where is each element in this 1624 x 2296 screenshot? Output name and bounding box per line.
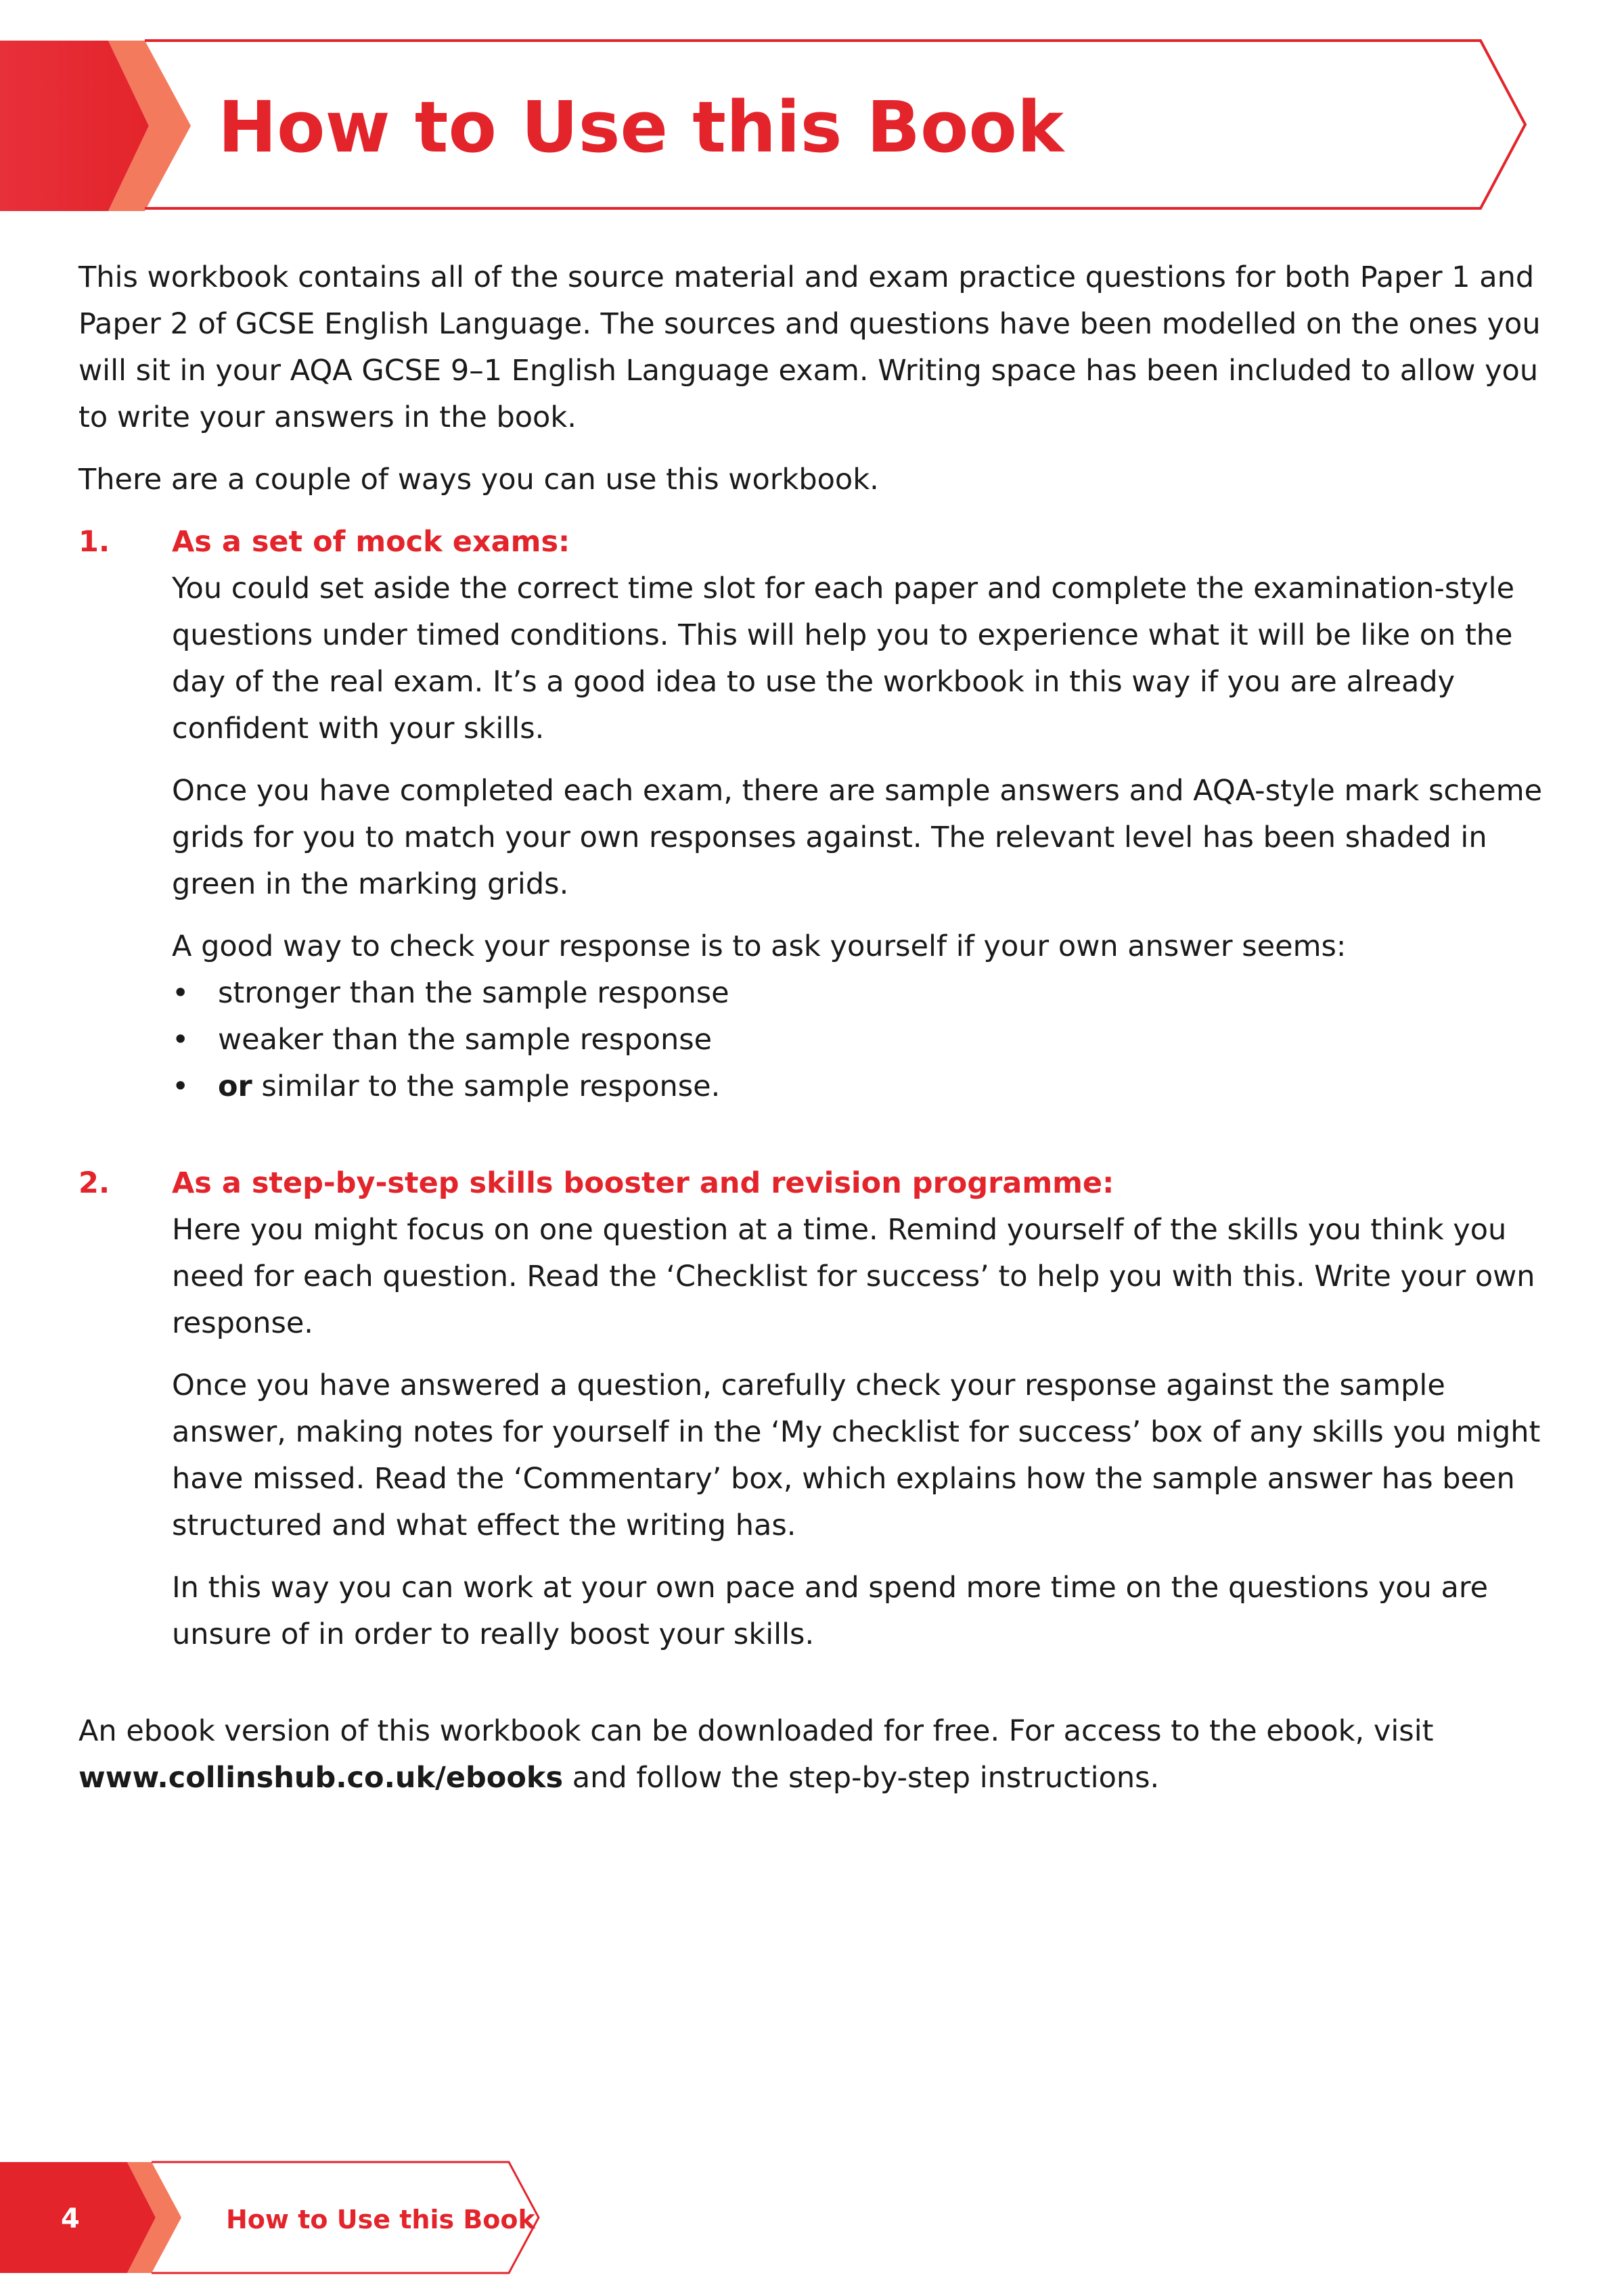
bullet-item xyxy=(172,1063,1554,1110)
intro-paragraph-2: There are a couple of ways you can use this workbook. xyxy=(78,463,879,497)
list-number: 2. xyxy=(78,1166,110,1200)
bullet-text: similar to the sample response. xyxy=(252,1070,721,1103)
list-heading: As a set of mock exams: xyxy=(172,525,570,559)
intro-paragraph: This workbook contains all of the source material and exam practice questions for both Paper 1 and Paper 2 of GCSE English Language. The sources and questions have been modelled on the ones you will sit in your AQA GCSE 9–1 English Language exam. Writing space has been included to allow you to write your answers in the book. xyxy=(78,260,1541,434)
list-paragraph: In this way you can work at your own pace and spend more time on the questions you are unsure of in order to really boost your skills. xyxy=(172,1571,1489,1651)
list-item-skills-booster xyxy=(78,1160,1554,1658)
list-heading: As a step-by-step skills booster and revision programme: xyxy=(172,1166,1114,1200)
list-paragraph: You could set aside the correct time slot for each paper and complete the examination-style questions under timed conditions. This will help you to experience what it will be like on the day of the real exam. It’s a good idea to use the workbook in this way if you are already confident with your skills. xyxy=(172,572,1515,745)
bullet-item: • weaker than the sample response xyxy=(172,1017,1554,1063)
page-body xyxy=(78,254,1554,1817)
ebook-text: An ebook version of this workbook can be downloaded for free. For access to the ebook, visit xyxy=(78,1714,1434,1748)
page-number: 4 xyxy=(61,2203,80,2234)
ebook-text-after: and follow the step-by-step instructions. xyxy=(563,1761,1160,1795)
page-title: How to Use this Book xyxy=(218,86,1064,168)
list-number: 1. xyxy=(78,525,110,559)
usage-list xyxy=(78,519,1554,1658)
ebook-link[interactable]: www.collinshub.co.uk/ebooks xyxy=(78,1761,564,1795)
ebook-note xyxy=(78,1708,1554,1801)
list-paragraph: A good way to check your response is to ask yourself if your own answer seems: xyxy=(172,929,1347,963)
bullet-emphasis: or xyxy=(218,1070,252,1103)
list-paragraph: Here you might focus on one question at a time. Remind yourself of the skills you think you need for each question. Read the ‘Checklist for success’ to help you with this. Write your own response. xyxy=(172,1213,1535,1340)
bullet-item: • stronger than the sample response xyxy=(172,970,1554,1017)
running-title: How to Use this Book xyxy=(226,2205,535,2234)
list-paragraph: Once you have answered a question, carefully check your response against the sample answer, making notes for yourself in the ‘My checklist for success’ box of any skills you might have missed. Read the ‘Commentary’ box, which explains how the sample answer has been structured and what effect the writing has. xyxy=(172,1369,1541,1542)
bullet-list xyxy=(172,970,1554,1110)
list-item-mock-exams xyxy=(78,519,1554,1110)
list-paragraph: Once you have completed each exam, there are sample answers and AQA-style mark scheme grids for you to match your own responses against. The relevant level has been shaded in green in the marking grids. xyxy=(172,774,1543,901)
